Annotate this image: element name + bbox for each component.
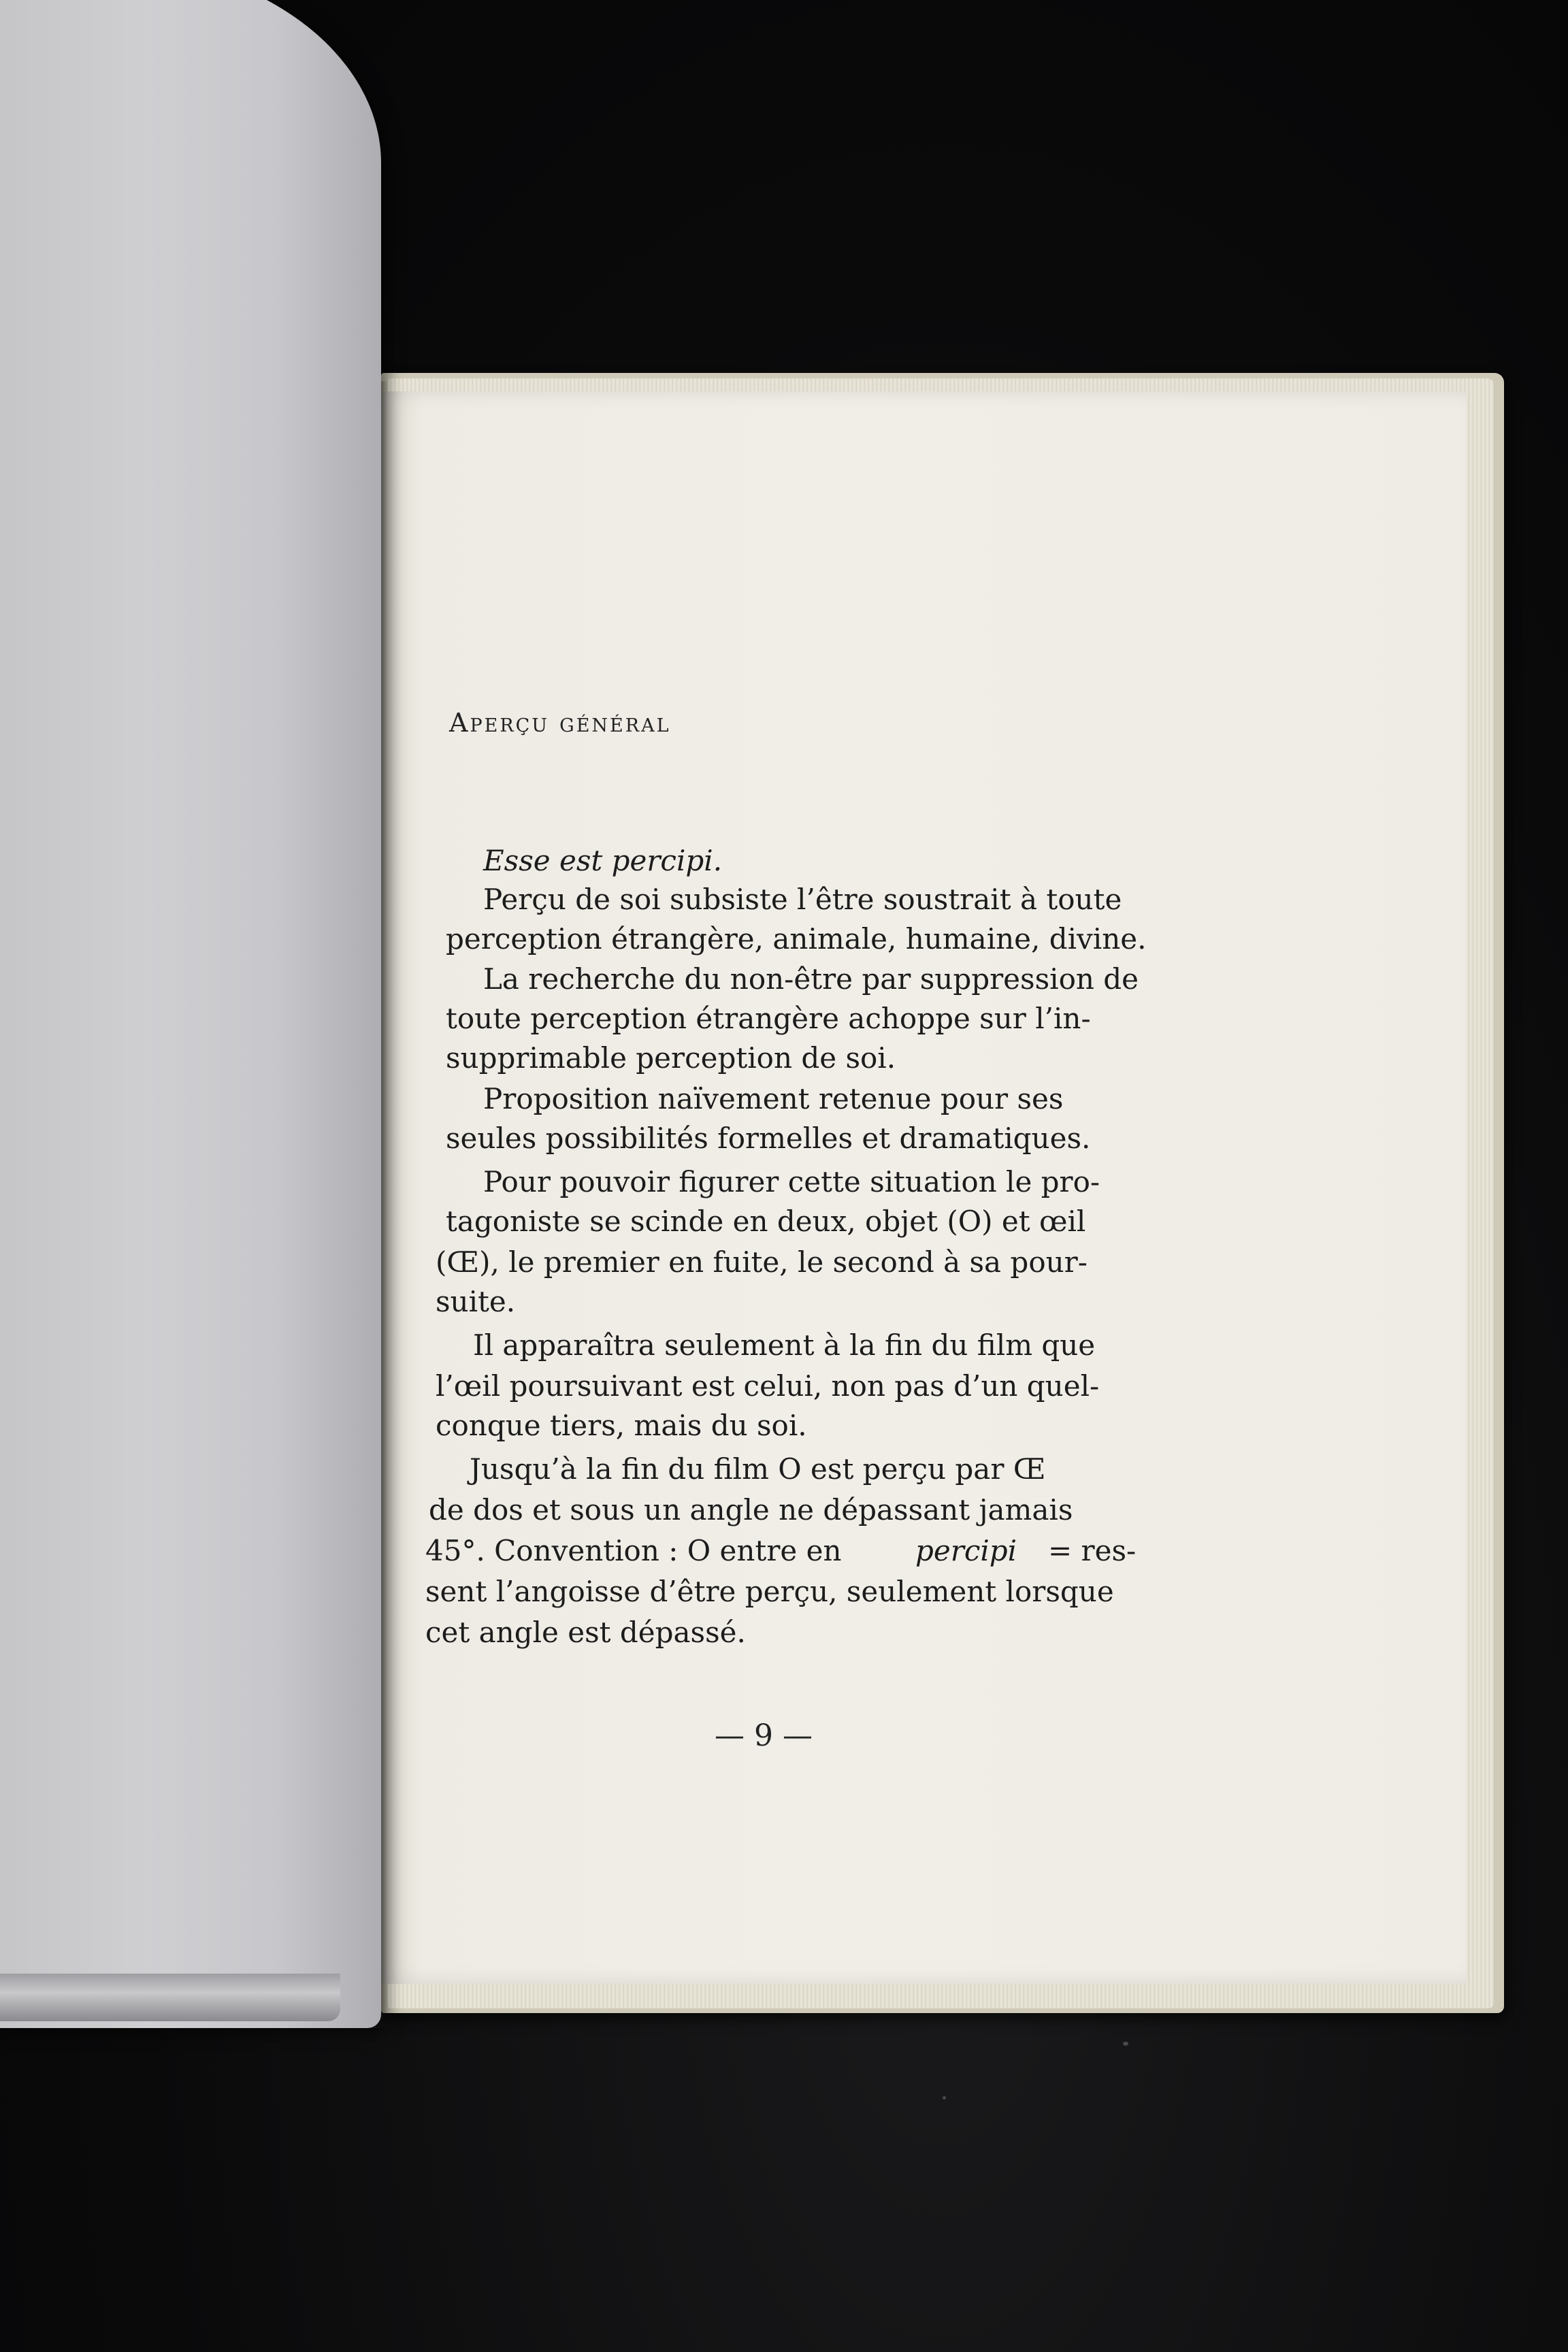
text-line: de dos et sous un angle ne dépassant jamais (429, 1493, 1073, 1526)
text-line: Proposition naïvement retenue pour ses (483, 1082, 1064, 1115)
text-line: perception étrangère, animale, humaine, divine. (446, 922, 1147, 956)
text-line: toute perception étrangère achoppe sur l’in- (446, 1002, 1091, 1035)
text-line: suite. (436, 1285, 516, 1318)
text-line: supprimable perception de soi. (446, 1041, 896, 1075)
text-line: cet angle est dépassé. (425, 1616, 746, 1649)
text-line: Il apparaîtra seulement à la fin du film que (473, 1328, 1096, 1362)
text-line: Jusqu’à la fin du film O est perçu par Œ (470, 1452, 1046, 1486)
left-page-bottom-edge (0, 1974, 340, 2021)
text-line: La recherche du non-être par suppression de (483, 962, 1139, 996)
text-line: conque tiers, mais du soi. (436, 1409, 807, 1442)
text-line: l’œil poursuivant est celui, non pas d’un quel- (436, 1369, 1100, 1403)
text-line: seules possibilités formelles et dramatiques. (446, 1122, 1091, 1155)
text-line: = res- (1048, 1534, 1137, 1567)
text-line: 45°. Convention : O entre en (425, 1534, 842, 1567)
text-line: Esse est percipi. (483, 844, 723, 877)
page-number: — 9 — (715, 1718, 813, 1753)
left-page-curl (0, 0, 381, 2028)
section-heading: Aperçu général (449, 708, 671, 738)
text-line: sent l’angoisse d’être perçu, seulement lorsque (425, 1575, 1114, 1608)
dust-speck (943, 2096, 946, 2100)
text-line: (Œ), le premier en fuite, le second à sa pour- (436, 1245, 1088, 1279)
text-line: Perçu de soi subsiste l’être soustrait à toute (483, 883, 1122, 916)
text-line: tagoniste se scinde en deux, objet (O) et œil (446, 1205, 1086, 1238)
text-line-italic: percipi (915, 1534, 1017, 1567)
text-line: Pour pouvoir figurer cette situation le pro- (483, 1165, 1100, 1198)
dust-speck (1123, 2042, 1128, 2046)
